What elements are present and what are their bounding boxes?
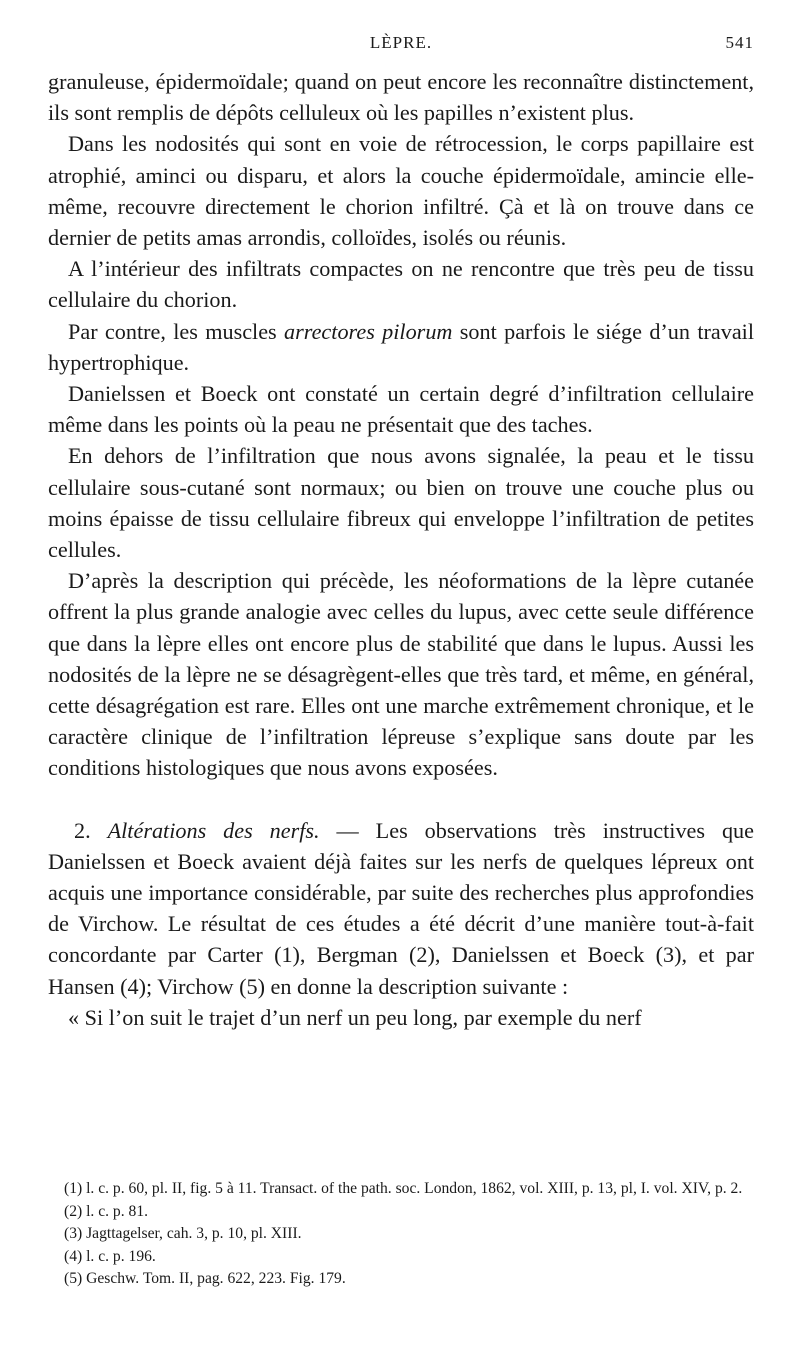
footnote-4: (4) l. c. p. 196.: [64, 1247, 156, 1265]
paragraph-dehors: En dehors de l’infiltration que nous avons signalée, la peau et le tissu cellulaire sous-cutané sont normaux; ou bien on trouve une couche plus ou moins épaisse de tissu cellulaire fibreux qui enveloppe l’infiltration de petites cellules.: [48, 443, 754, 563]
paragraph-infiltrats: A l’intérieur des infiltrats compactes on ne rencontre que très peu de tissu cellulaire du chorion.: [48, 256, 754, 313]
section-nerfs: [48, 815, 754, 1002]
footnotes: [48, 1178, 758, 1291]
footnote-1: (1) l. c. p. 60, pl. II, fig. 5 à 11. Transact. of the path. soc. London, 1862, vol. XIII, p. 13, pl, I. vol. XIV, p. 2.: [64, 1180, 743, 1197]
body-text: [48, 66, 754, 1033]
paragraph-continued: granuleuse, épidermoïdale; quand on peut encore les reconnaître distinctement, ils sont remplis de dépôts celluleux où les papilles n’existent plus.: [48, 69, 754, 126]
paragraph-quote: « Si l’on suit le trajet d’un nerf un peu long, par exemple du nerf: [68, 1004, 642, 1030]
footnote-2: (2) l. c. p. 81.: [64, 1202, 149, 1220]
paragraph-muscles: [48, 316, 754, 378]
latin-term: arrectores pilorum: [284, 318, 453, 344]
paragraph-description: D’après la description qui précède, les néoformations de la lèpre cutanée offrent la plus grande analogie avec celles du lupus, avec cette seule différence que dans la lèpre elles ont encore plus de stabilité que dans le lupus. Aussi les nodosités de la lèpre ne se désagrègent-elles que très tard, et même, en général, cette désagrégation est rare. Elles ont une marche extrêmement chronique, et le caractère clinique de l’infiltration lépreuse s’explique sans doute par les conditions histologiques que nous avons exposées.: [48, 568, 754, 781]
paragraph-muscles-lead: Par contre, les muscles: [68, 318, 285, 344]
footnote-3: (3) Jagttagelser, cah. 3, p. 10, pl. XIII.: [64, 1225, 302, 1243]
paragraph-nodosites: Dans les nodosités qui sont en voie de rétrocession, le corps papillaire est atrophié, aminci ou disparu, et alors la couche épidermoïdale, amincie elle-même, recouvre directement le chorion infiltré. Çà et là on trouve dans ce dernier de petits amas arrondis, colloïdes, isolés ou réunis.: [48, 131, 754, 251]
running-head: [48, 33, 754, 59]
page-number: 541: [725, 33, 754, 52]
section-heading: Altérations des nerfs.: [107, 817, 320, 843]
running-title: LÈPRE.: [369, 33, 433, 52]
paragraph-muscles-tail: sont parfois le siége d’un travail hypertrophique.: [48, 318, 754, 375]
paragraph-danielssen: Danielssen et Boeck ont constaté un certain degré d’infiltration cellulaire même dans les points où la peau ne présentait que des taches.: [48, 381, 754, 438]
footnote-5: (5) Geschw. Tom. II, pag. 622, 223. Fig. 179.: [64, 1270, 346, 1288]
section-number: 2.: [74, 817, 91, 843]
section-body: — Les observations très instructives que Danielssen et Boeck avaient déjà faites sur les nerfs de quelques lépreux ont acquis une importance considérable, par suite des recherches plus approfondies de Virchow. Le résultat de ces études a été décrit d’une manière tout-à-fait concordante par Carter (1), Bergman (2), Danielssen et Boeck (3), et par Hansen (4); Virchow (5) en donne la description suivante :: [48, 817, 754, 999]
